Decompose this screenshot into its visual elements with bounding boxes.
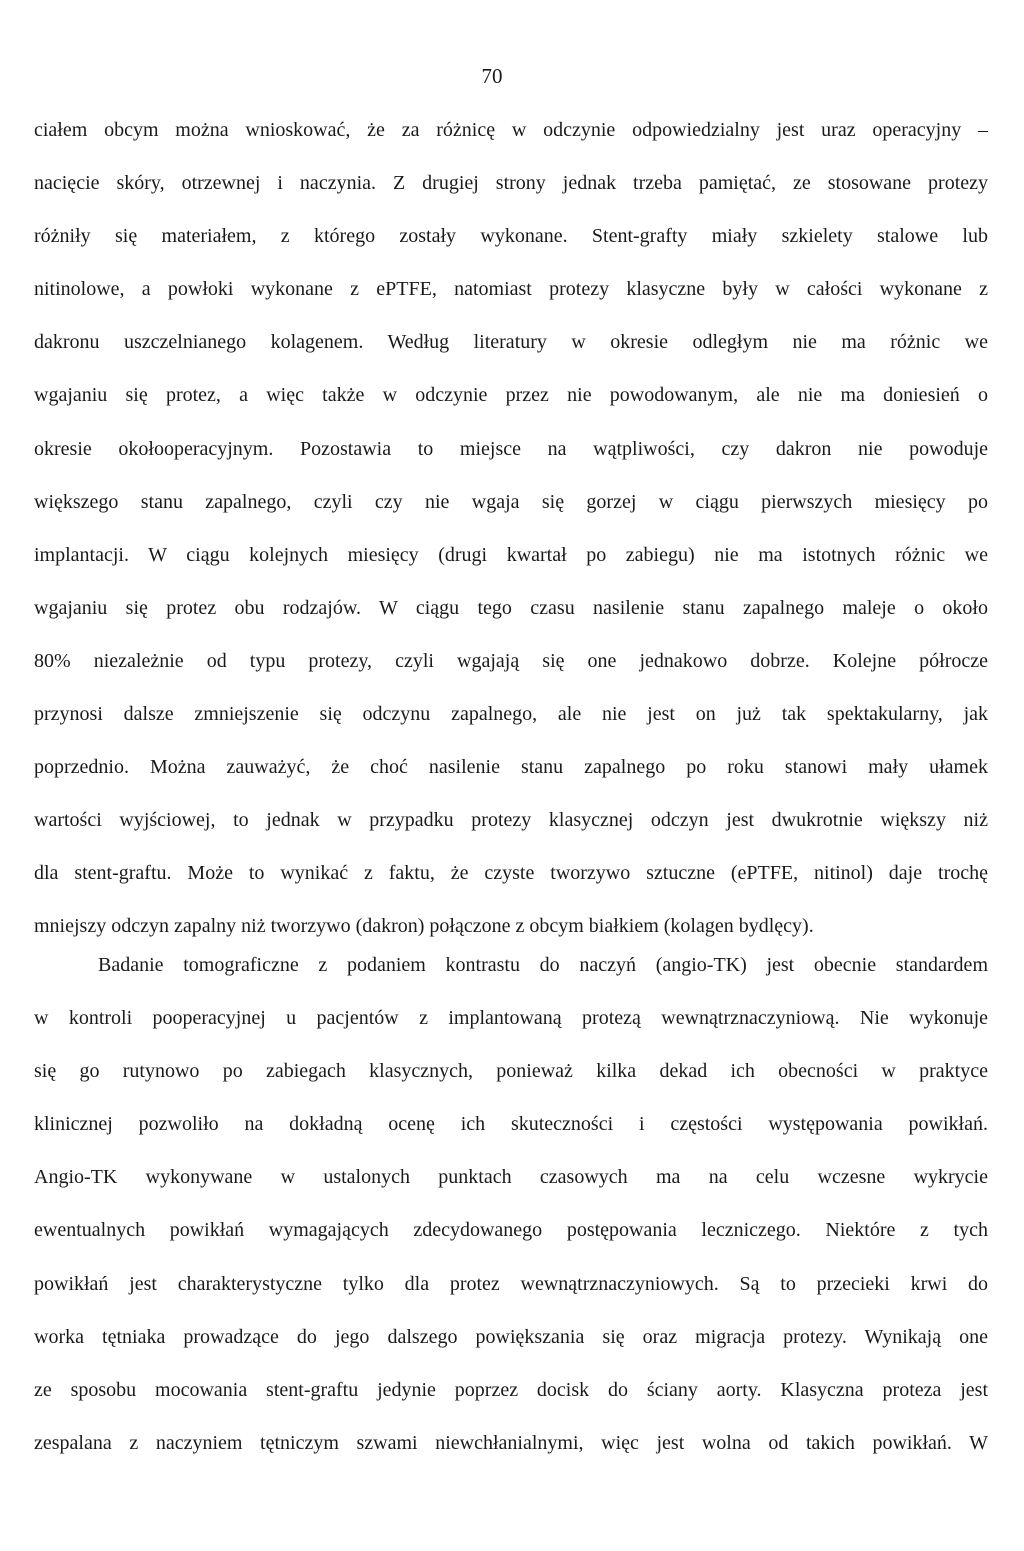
text-line: klinicznej pozwoliło na dokładną ocenę ich skuteczności i częstości występowania powikłań.	[34, 1113, 988, 1136]
text-line: nacięcie skóry, otrzewnej i naczynia. Z drugiej strony jednak trzeba pamiętać, ze stosowane protezy	[34, 172, 988, 195]
text-line: w kontroli pooperacyjnej u pacjentów z implantowaną protezą wewnątrznaczyniową. Nie wykonuje	[34, 1007, 988, 1030]
page-number: 70	[481, 64, 503, 88]
body-paragraph-2	[34, 953, 988, 1484]
text-line: przynosi dalsze zmniejszenie się odczynu zapalnego, ale nie jest on już tak spektakularny, jak	[34, 703, 988, 726]
text-line: implantacji. W ciągu kolejnych miesięcy (drugi kwartał po zabiegu) nie ma istotnych różnic we	[34, 543, 988, 566]
text-line: nitinolowe, a powłoki wykonane z ePTFE, natomiast protezy klasyczne były w całości wykonane z	[34, 278, 988, 301]
text-line: Angio-TK wykonywane w ustalonych punktach czasowych ma na celu wczesne wykrycie	[34, 1166, 988, 1189]
text-line: ze sposobu mocowania stent-graftu jedynie poprzez docisk do ściany aorty. Klasyczna proteza jest	[34, 1378, 988, 1401]
text-line: wgajaniu się protez obu rodzajów. W ciągu tego czasu nasilenie stanu zapalnego maleje o około	[34, 596, 988, 619]
text-line: się go rutynowo po zabiegach klasycznych, ponieważ kilka dekad ich obecności w praktyce	[34, 1060, 988, 1083]
body-paragraph-1	[34, 118, 988, 968]
text-line: poprzednio. Można zauważyć, że choć nasilenie stanu zapalnego po roku stanowi mały ułamek	[34, 756, 988, 779]
text-line: mniejszy odczyn zapalny niż tworzywo (dakron) połączone z obcym białkiem (kolagen bydlęcy).	[34, 915, 814, 938]
text-line: 80% niezależnie od typu protezy, czyli wgajają się one jednakowo dobrze. Kolejne półrocze	[34, 649, 988, 672]
text-line: większego stanu zapalnego, czyli czy nie wgaja się gorzej w ciągu pierwszych miesięcy po	[34, 490, 988, 513]
text-line: ciałem obcym można wnioskować, że za różnicę w odczynie odpowiedzialny jest uraz operacyjny –	[34, 119, 988, 141]
text-line: okresie okołooperacyjnym. Pozostawia to miejsce na wątpliwości, czy dakron nie powoduje	[34, 437, 988, 460]
text-line: wgajaniu się protez, a więc także w odczynie przez nie powodowanym, ale nie ma doniesień o	[34, 384, 988, 407]
text-line: różniły się materiałem, z którego zostały wykonane. Stent-grafty miały szkielety stalowe lub	[34, 225, 988, 248]
text-line: dakronu uszczelnianego kolagenem. Według literatury w okresie odległym nie ma różnic we	[34, 331, 988, 354]
text-line: zespalana z naczyniem tętniczym szwami niewchłanialnymi, więc jest wolna od takich powikłań. W	[34, 1431, 988, 1454]
text-line: wartości wyjściowej, to jednak w przypadku protezy klasycznej odczyn jest dwukrotnie większy niż	[34, 809, 988, 832]
text-line: powikłań jest charakterystyczne tylko dla protez wewnątrznaczyniowych. Są to przecieki krwi do	[34, 1272, 988, 1295]
text-line: worka tętniaka prowadzące do jego dalszego powiększania się oraz migracja protezy. Wynikają one	[34, 1325, 988, 1348]
text-line: ewentualnych powikłań wymagających zdecydowanego postępowania leczniczego. Niektóre z tych	[34, 1219, 988, 1242]
text-line: dla stent-graftu. Może to wynikać z faktu, że czyste tworzywo sztuczne (ePTFE, nitinol) daje trochę	[34, 862, 988, 885]
text-line: Badanie tomograficzne z podaniem kontrastu do naczyń (angio-TK) jest obecnie standardem	[98, 954, 988, 976]
